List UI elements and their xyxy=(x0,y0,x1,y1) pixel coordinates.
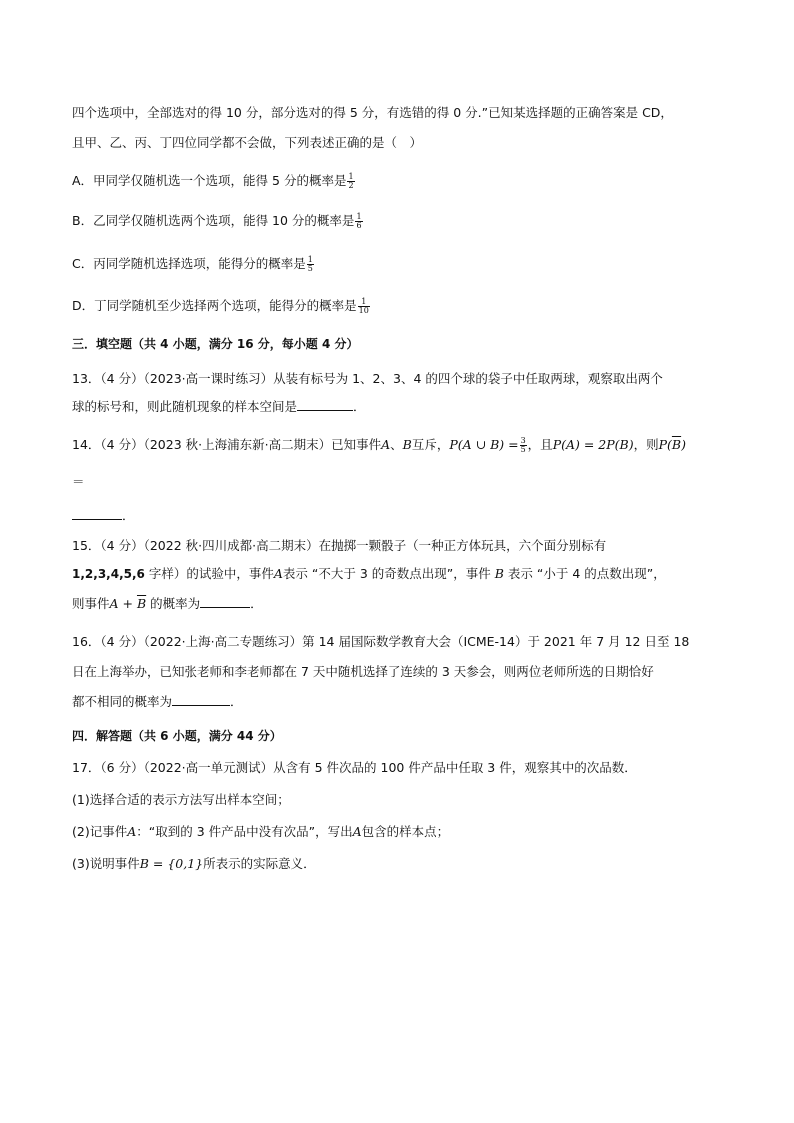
fraction: $\frac{1}{2}$ xyxy=(348,172,354,190)
math: P(A ∪ B) = xyxy=(449,437,519,452)
question-text: 、 xyxy=(390,437,403,452)
answer-blank xyxy=(172,693,230,706)
math: $\overline{B}$ xyxy=(671,437,682,452)
question-17-part2 xyxy=(72,823,449,841)
answer-blank xyxy=(200,595,250,608)
question-text: (3)说明事件 xyxy=(72,856,140,871)
question-16-line3 xyxy=(72,693,243,711)
question-text: 球的标号和，则此随机现象的样本空间是 xyxy=(72,399,298,414)
question-text: ，则 xyxy=(633,437,659,452)
option-b xyxy=(72,212,364,230)
question-14-blank-line xyxy=(72,507,135,525)
question-text: ，且 xyxy=(527,437,553,452)
question-text: 1,2,3,4,5,6 xyxy=(72,567,145,581)
period: ． xyxy=(250,596,263,611)
question-13-line2 xyxy=(72,398,366,416)
question-16-line1: 16．（4 分）（2022·上海·高二专题练习）第 14 届国际数学教育大会（ICME-14）于 2021 年 7 月 12 日至 18 xyxy=(72,634,690,649)
math: P(A) = 2P(B) xyxy=(552,437,634,452)
fraction: $\frac{1}{10}$ xyxy=(358,297,369,315)
question-text: 字样）的试验中，事件 xyxy=(144,566,274,581)
question-text: 的概率为 xyxy=(150,596,201,611)
question-14-line1 xyxy=(72,436,686,454)
text-line: 且甲、乙、丙、丁四位同学都不会做，下列表述正确的是（ ） xyxy=(72,135,423,150)
section-heading: 四．解答题（共 6 小题，满分 44 分） xyxy=(72,729,282,743)
math: B = {0,1} xyxy=(139,856,204,871)
question-17-part1: (1)选择合适的表示方法写出样本空间； xyxy=(72,792,290,807)
question-17-line1: 17．（6 分）（2022·高一单元测试）从含有 5 件次品的 100 件产品中任取 3 件，观察其中的次品数． xyxy=(72,760,637,775)
option-b-text: B．乙同学仅随机选两个选项，能得 10 分的概率是 xyxy=(72,213,355,228)
question-15-line2 xyxy=(72,565,666,583)
fraction: $\frac{1}{5}$ xyxy=(307,255,313,273)
option-c xyxy=(72,255,315,273)
option-d xyxy=(72,297,371,315)
question-text: 所表示的实际意义． xyxy=(203,856,316,871)
question-text: (2)记事件 xyxy=(72,824,128,839)
text-line: 四个选项中，全部选对的得 10 分，部分选对的得 5 分，有选错的得 0 分.”已知某选择题的正确答案是 CD， xyxy=(72,105,673,120)
question-text: 表示 “小于 4 的点数出现”， xyxy=(507,566,666,581)
fraction: $\frac{1}{6}$ xyxy=(356,212,362,230)
answer-blank xyxy=(297,398,353,411)
period: ． xyxy=(230,694,243,709)
question-text: 则事件 xyxy=(72,596,110,611)
option-a xyxy=(72,172,356,190)
math: ) xyxy=(681,437,686,452)
math: A + xyxy=(109,596,137,611)
period: ． xyxy=(122,508,135,523)
period: ． xyxy=(353,399,366,414)
equals-sign: ＝ xyxy=(72,474,85,489)
math: A xyxy=(352,824,362,839)
option-a-text: A．甲同学仅随机选一个选项，能得 5 分的概率是 xyxy=(72,173,347,188)
math: B xyxy=(494,566,504,581)
math: B xyxy=(402,437,412,452)
math: A xyxy=(273,566,283,581)
question-16-line2: 日在上海举办，已知张老师和李老师都在 7 天中随机选择了连续的 3 天参会，则两位老师所选的日期恰好 xyxy=(72,664,654,679)
answer-blank xyxy=(72,507,122,520)
math: A xyxy=(127,824,137,839)
section-heading: 三．填空题（共 4 小题，满分 16 分，每小题 4 分） xyxy=(72,337,359,351)
question-text: 互斥， xyxy=(411,437,450,452)
math: P( xyxy=(658,437,672,452)
question-13-line1: 13．（4 分）（2023·高一课时练习）从装有标号为 1、2、3、4 的四个球的袋子中任取两球，观察取出两个 xyxy=(72,371,663,386)
math: $\overline{B}$ xyxy=(136,596,147,611)
math: A xyxy=(381,437,391,452)
option-d-text: D．丁同学随机至少选择两个选项，能得分的概率是 xyxy=(72,298,357,313)
option-c-text: C．丙同学随机选择选项，能得分的概率是 xyxy=(72,256,306,271)
question-15-line3 xyxy=(72,595,263,613)
question-text: 14．（4 分）（2023 秋·上海浦东新·高二期末）已知事件 xyxy=(72,437,382,452)
question-text: 都不相同的概率为 xyxy=(72,694,173,709)
fraction: $\frac{3}{5}$ xyxy=(520,436,526,454)
question-text: 包含的样本点； xyxy=(361,824,450,839)
question-15-line1: 15．（4 分）（2022 秋·四川成都·高二期末）在抛掷一颗骰子（一种正方体玩具，六个面分别标有 xyxy=(72,538,607,553)
question-text: 表示 “不大于 3 的奇数点出现”，事件 xyxy=(282,566,491,581)
question-text: ：“取到的 3 件产品中没有次品”，写出 xyxy=(136,824,353,839)
question-17-part3 xyxy=(72,855,316,873)
